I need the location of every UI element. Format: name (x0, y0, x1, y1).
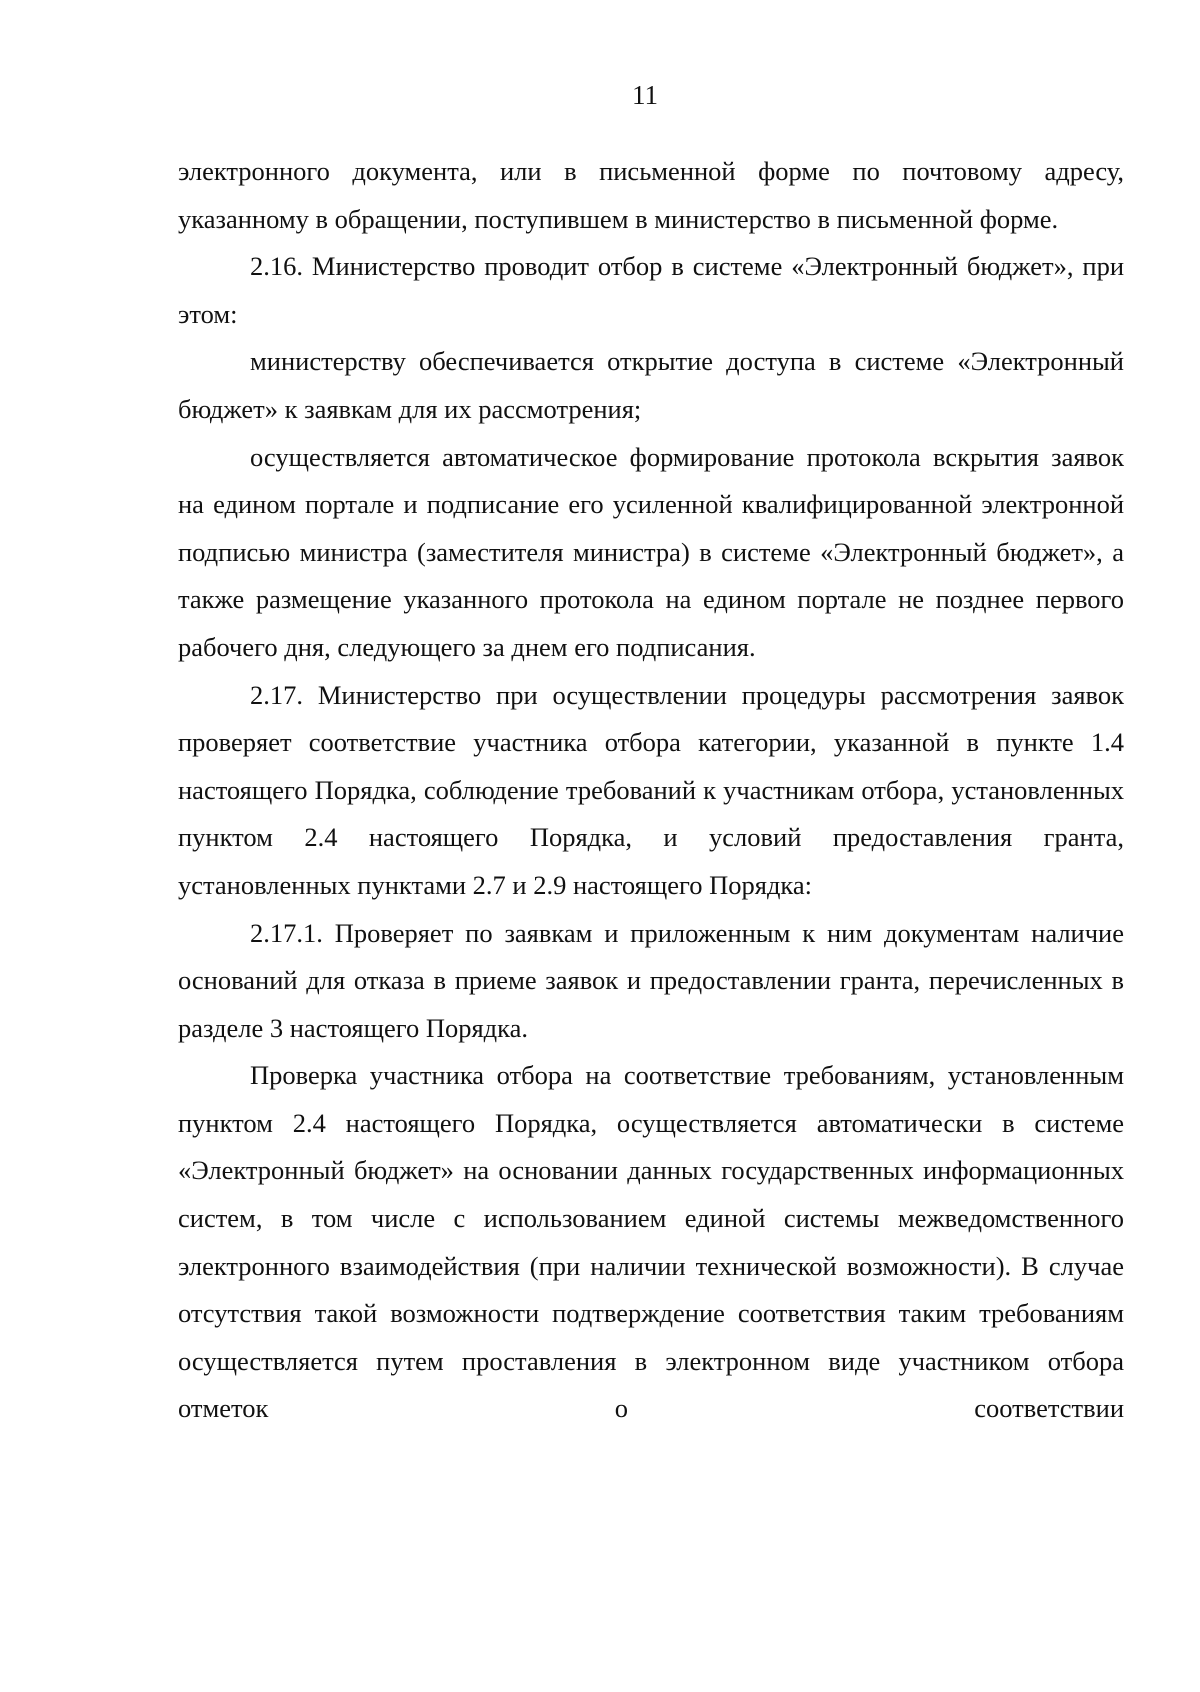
paragraph-2-16-protocol: осуществляется автоматическое формирование протокола вскрытия заявок на едином портале и подписание его усиленной квалифицированной электронной подписью министра (заместителя министра) в системе «Электронный бюджет», а также размещение указанного протокола на едином портале не позднее первого рабочего дня, следующего за днем его подписания. (178, 441, 1124, 662)
paragraph-2-16: 2.16. Министерство проводит отбор в системе «Электронный бюджет», при этом: (178, 251, 1124, 329)
paragraph-2-17-1: 2.17.1. Проверяет по заявкам и приложенным к ним документам наличие оснований для отказа в приеме заявок и предоставлении гранта, перечисленных в разделе 3 настоящего Порядка. (178, 917, 1124, 1043)
page-number: 11 (632, 80, 658, 110)
paragraph-continuation: электронного документа, или в письменной форме по почтовому адресу, указанному в обращении, поступившем в министерство в письменной форме. (178, 156, 1124, 234)
document-body (178, 148, 1124, 1433)
paragraph-2-16-access: министерству обеспечивается открытие доступа в системе «Электронный бюджет» к заявкам для их рассмотрения; (178, 346, 1124, 424)
paragraph-check: Проверка участника отбора на соответствие требованиям, установленным пунктом 2.4 настоящего Порядка, осуществляется автоматически в системе «Электронный бюджет» на основании данных государственных информационных систем, в том числе с использованием единой системы межведомственного электронного взаимодействия (при наличии технической возможности). В случае отсутствия такой возможности подтверждение соответствия таким требованиям осуществляется путем проставления в электронном виде участником отбора отметок о соответствии (178, 1060, 1124, 1424)
paragraph-2-17: 2.17. Министерство при осуществлении процедуры рассмотрения заявок проверяет соответствие участника отбора категории, указанной в пункте 1.4 настоящего Порядка, соблюдение требований к участникам отбора, установленных пунктом 2.4 настоящего Порядка, и условий предоставления гранта, установленных пунктами 2.7 и 2.9 настоящего Порядка: (178, 679, 1124, 900)
